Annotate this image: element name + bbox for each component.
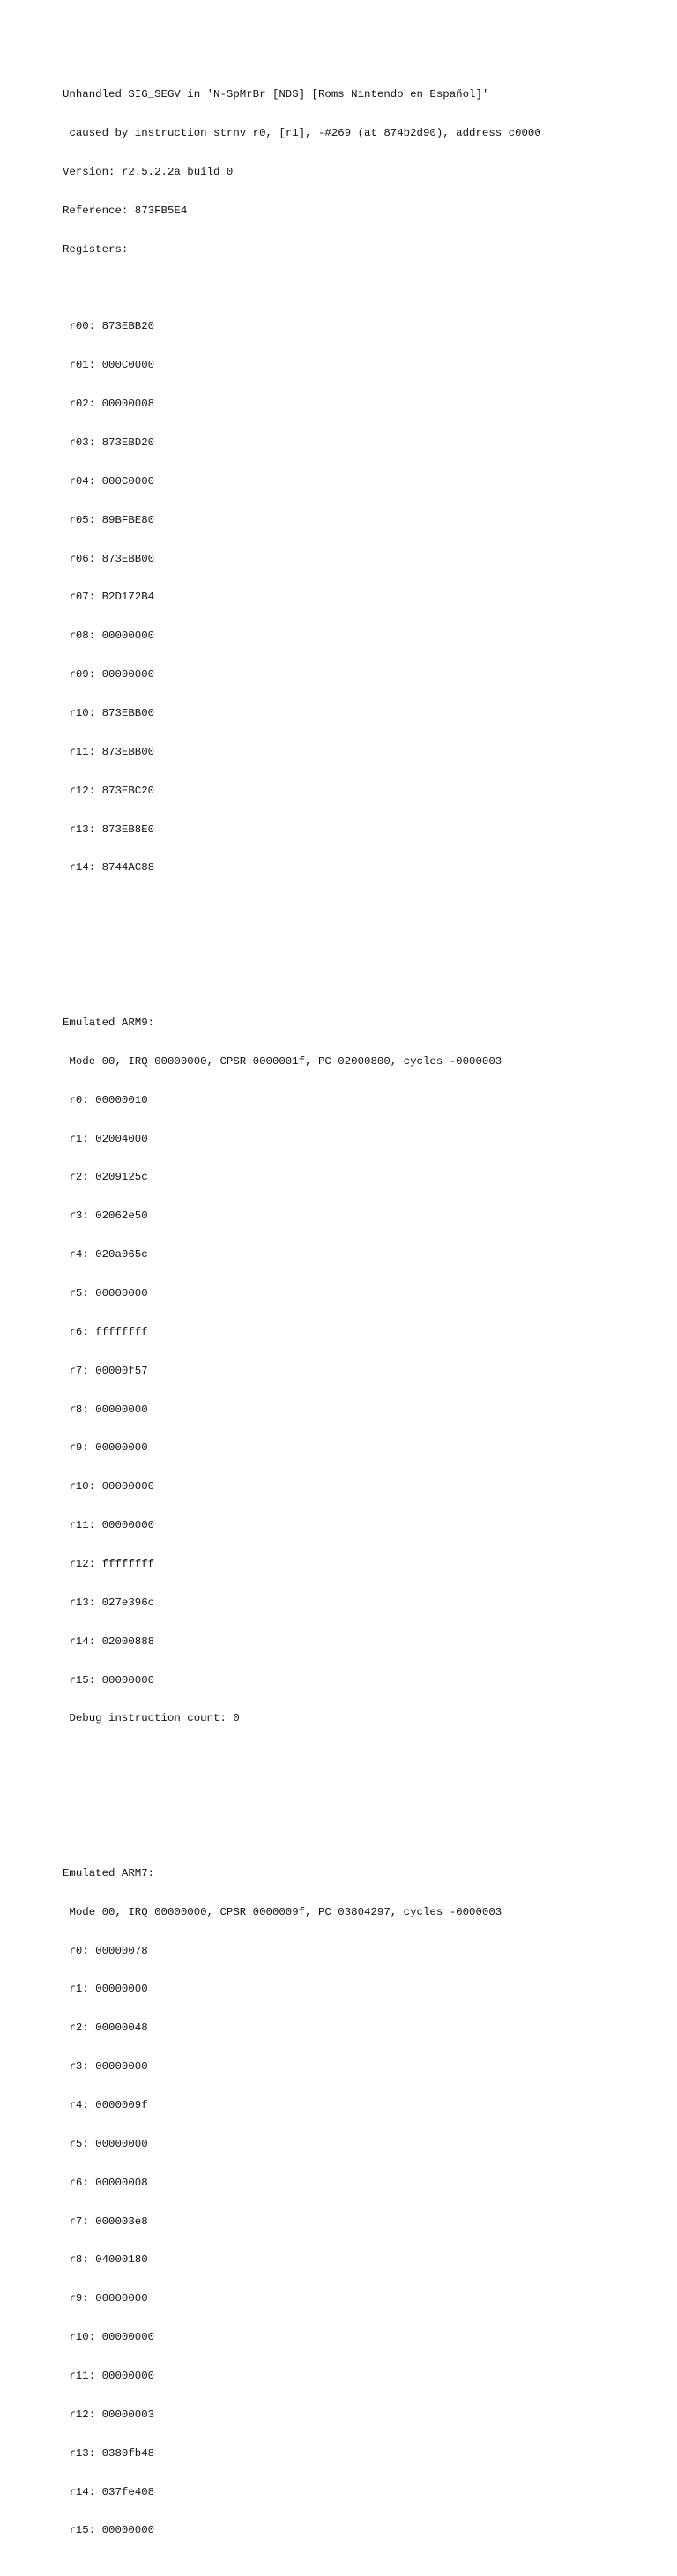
arm9-debug-count: Debug instruction count: 0 [69,1712,240,1725]
host-register: r14: 8744AC88 [69,861,155,875]
arm9-register: r7: 00000f57 [69,1364,148,1377]
host-register: r03: 873EBD20 [69,436,155,449]
blank-line [63,939,677,952]
arm9-register: r12: ffffffff [69,1557,155,1570]
arm9-mode: Mode 00, IRQ 00000000, CPSR 0000001f, PC 02000800, cycles -0000003 [69,1054,502,1068]
arm9-register: r15: 00000000 [69,1673,155,1686]
arm9-register: r14: 02000888 [69,1634,155,1648]
arm9-register: r11: 00000000 [69,1519,155,1532]
host-register: r00: 873EBB20 [69,320,155,333]
arm7-register: r2: 00000048 [69,2021,148,2035]
arm7-register: r12: 00000003 [69,2408,155,2421]
host-register: r11: 873EBB00 [69,745,155,758]
reference-line: Reference: 873FB5E4 [63,204,188,217]
arm7-register: r3: 00000000 [69,2060,148,2073]
arm7-register: r13: 0380fb48 [69,2446,155,2460]
version-line: Version: r2.5.2.2a build 0 [63,165,234,178]
arm7-register: r0: 00000078 [69,1944,148,1957]
host-register: r04: 000C0000 [69,474,155,488]
host-register: r07: B2D172B4 [69,591,155,604]
blank-line [63,1790,677,1803]
arm9-register: r9: 00000000 [69,1441,148,1455]
arm7-register: r1: 00000000 [69,1983,148,1996]
crash-report [63,63,677,2576]
arm7-register: r9: 00000000 [69,2292,148,2305]
host-register: r10: 873EBB00 [69,707,155,720]
arm9-register: r1: 02004000 [69,1132,148,1145]
arm9-register: r2: 0209125c [69,1171,148,1184]
arm9-heading: Emulated ARM9: [63,1016,155,1029]
arm9-section [63,991,677,1752]
arm9-register: r10: 00000000 [69,1480,155,1493]
host-register: r12: 873EBC20 [69,784,155,797]
arm7-register: r14: 037fe408 [69,2485,155,2498]
arm7-register: r7: 000003e8 [69,2215,148,2228]
arm9-register: r3: 02062e50 [69,1210,148,1223]
arm9-register: r0: 00000010 [69,1093,148,1106]
arm7-heading: Emulated ARM7: [63,1866,155,1880]
host-register: r06: 873EBB00 [69,552,155,565]
arm7-section [63,1842,677,2564]
host-register-list [63,294,677,900]
arm9-register: r4: 020a065c [69,1248,148,1262]
arm7-register: r8: 04000180 [69,2253,148,2267]
arm9-register: r5: 00000000 [69,1286,148,1299]
host-register: r02: 00000008 [69,398,155,411]
error-title: Unhandled SIG_SEGV in 'N-SpMrBr [NDS] [Roms Nintendo en Español]' [63,88,489,101]
registers-heading: Registers: [63,242,129,256]
arm7-register: r10: 00000000 [69,2331,155,2344]
arm7-register: r4: 0000009f [69,2099,148,2112]
arm7-register: r11: 00000000 [69,2370,155,2383]
arm9-register: r13: 027e396c [69,1596,155,1609]
arm7-register: r15: 00000000 [69,2524,155,2537]
host-register: r13: 873EB8E0 [69,823,155,836]
host-register: r01: 000C0000 [69,359,155,372]
arm7-register: r5: 00000000 [69,2137,148,2150]
error-cause: caused by instruction strnv r0, [r1], -#269 (at 874b2d90), address c0000 [69,127,541,140]
arm7-mode: Mode 00, IRQ 00000000, CPSR 0000009f, PC 03804297, cycles -0000003 [69,1905,502,1918]
arm9-register: r8: 00000000 [69,1403,148,1416]
host-register: r05: 89BFBE80 [69,513,155,526]
arm9-register: r6: ffffffff [69,1325,148,1338]
host-register: r08: 00000000 [69,629,155,643]
host-register: r09: 00000000 [69,668,155,681]
arm7-register: r6: 00000008 [69,2176,148,2189]
